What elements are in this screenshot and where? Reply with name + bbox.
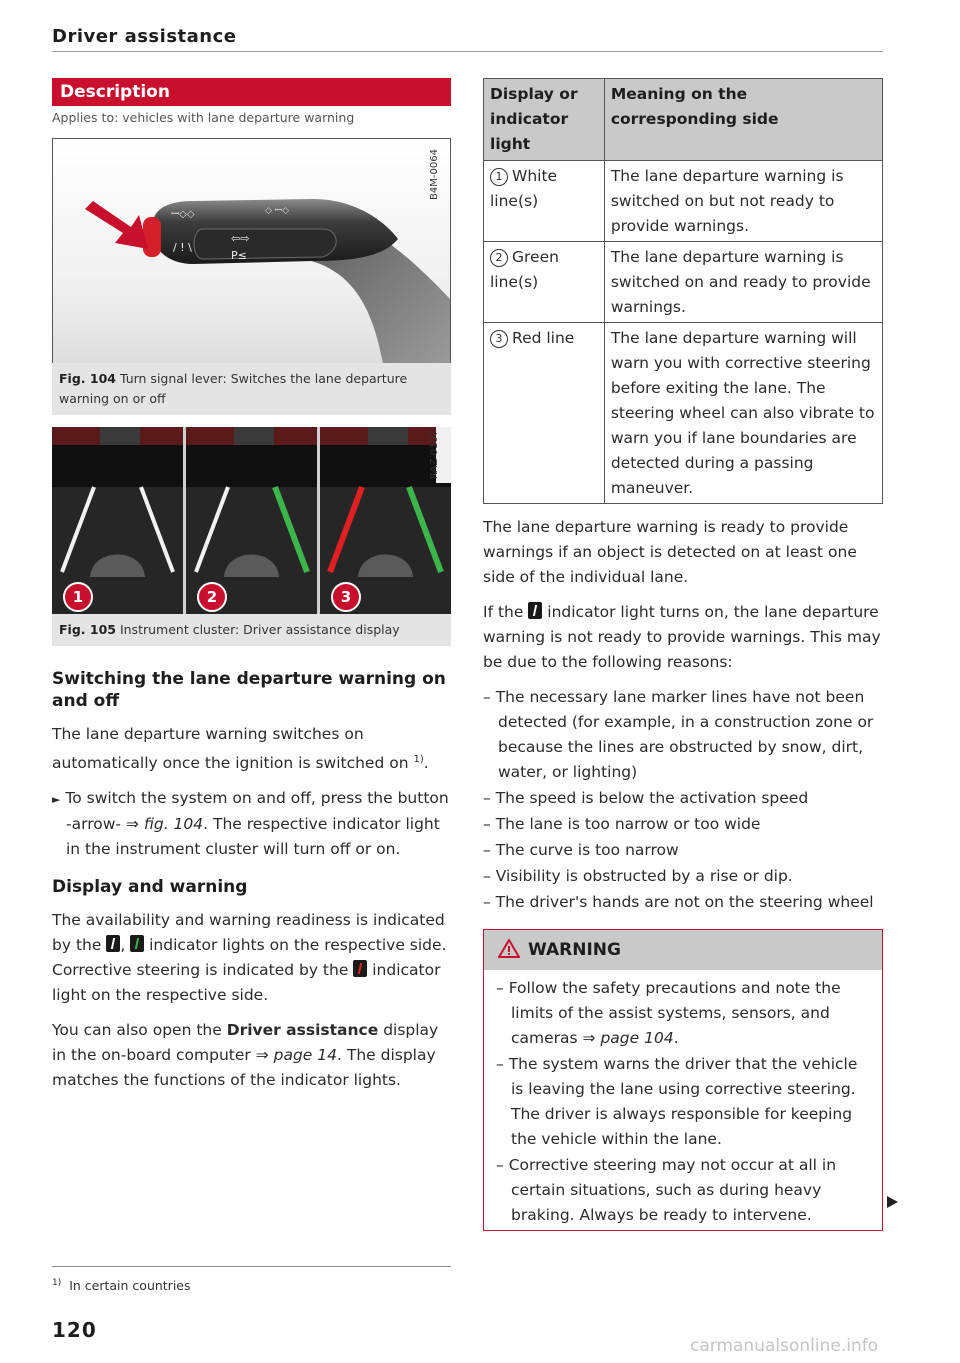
table-cell-light: 1 White line(s) [484,161,605,242]
lever-button-panel [194,229,336,259]
reasons-list [483,685,883,915]
svg-text:⇦⇨: ⇦⇨ [231,232,250,245]
header-divider [52,51,883,52]
applies-to: Applies to: vehicles with lane departure warning [52,110,355,125]
table-row [484,323,883,504]
footnote-ref: 1) [413,754,424,765]
table-cell-meaning: The lane departure warning is switched on and ready to provide warnings. [604,242,882,323]
turn-signal-lever-image [52,138,451,363]
panel-2-number: 2 [206,588,218,606]
list-item: – The driver's hands are not on the steering wheel [483,893,874,911]
red-lane-indicator-icon [353,960,367,977]
warning-item: – Follow the safety precautions and note the limits of the assist systems, sensors, and cameras ⇒ page 104. [496,979,841,1047]
continue-arrow-icon [887,1196,898,1208]
paragraph-availability: The availability and warning readiness is indicated by the , indicator lights on the respective side. Corrective steering is indicated by the indicator light on the respective side. [52,911,447,1005]
warning-box [483,929,883,1231]
paragraph-not-ready: If the indicator light turns on, the lane departure warning is not ready to provide warnings. This may be due to the following reasons: [483,603,881,671]
panel-1 [52,427,183,614]
svg-text:ꟷ◇◇: ꟷ◇◇ [171,209,195,220]
figure-105 [52,427,451,646]
figure-104-caption [52,363,451,415]
table-cell-meaning: The lane departure warning will warn you with corrective steering before exiting the lane. The steering wheel can also vibrate to warn you if lane boundaries are detected during a passing maneuver. [604,323,882,504]
number-circle: 3 [490,330,508,348]
figure-code: B4M-0064 [428,149,440,200]
paragraph-auto-on: The lane departure warning switches on automatically once the ignition is switched on $^{1)}$. [52,725,429,773]
panel-3-number: 3 [340,588,352,606]
page-14-link[interactable]: ⇒ page 14 [255,1046,337,1065]
figure-caption-text: Instrument cluster: Driver assistance display [119,622,400,637]
watermark: carmanualsonline.info [690,1336,879,1356]
footnote-mark: 1) [52,1278,62,1288]
green-lane-indicator-icon [130,935,144,952]
table-header-display: Display or indicator light [484,79,605,161]
instrument-cluster-image [52,427,451,614]
table-row [484,242,883,323]
table-cell-light: 2 Green line(s) [484,242,605,323]
warning-title: WARNING [528,940,621,960]
list-item: – The lane is too narrow or too wide [483,815,761,833]
paragraph-ready: The lane departure warning is ready to provide warnings if an object is detected on at least one side of the individual lane. [483,518,857,586]
footnote: $^{1)}$ In certain countries [52,1278,191,1294]
svg-text:◇ ꟷ◇: ◇ ꟷ◇ [265,206,290,216]
list-item: – Visibility is obstructed by a rise or dip. [483,867,793,885]
number-circle: 2 [490,249,508,267]
page-104-link[interactable]: ⇒ page 104 [582,1029,674,1047]
section-title: Description [52,78,451,106]
table-cell-meaning: The lane departure warning is switched on but not ready to provide warnings. [604,161,882,242]
step-press-button: ► To switch the system on and off, press the button -arrow- ⇒ fig. 104. The respective indicator light in the instrument cluster will turn off or on. [52,789,449,859]
svg-text:P≤: P≤ [231,249,247,262]
white-lane-indicator-icon [528,602,542,619]
panel-1-number: 1 [72,588,84,606]
driver-assistance-term: Driver assistance [226,1021,379,1040]
list-item: – The curve is too narrow [483,841,679,859]
figure-label: Fig. 104 [59,371,116,386]
list-item: – The speed is below the activation speed [483,789,809,807]
table-header-meaning: Meaning on the corresponding side [604,79,882,161]
warning-header [484,930,882,970]
number-circle: 1 [490,168,508,186]
table-header-row [484,79,883,161]
figure-104 [52,138,451,415]
heading-switching: Switching the lane departure warning on and off [52,669,446,711]
triangle-bullet-icon: ► [52,793,61,807]
figure-105-caption [52,614,451,646]
footnote-divider [52,1266,451,1267]
panel-2 [186,427,317,614]
warning-triangle-icon [498,939,520,958]
indicator-meaning-table [483,78,883,504]
page-number: 120 [52,1318,97,1342]
table-row [484,161,883,242]
arrow-indicator [85,201,148,249]
heading-display-warning: Display and warning [52,877,248,898]
right-column [483,78,883,1231]
driver-assistance-display-illustration [52,427,451,614]
svg-text:/ ! \: / ! \ [173,241,192,254]
page-header-title: Driver assistance [52,26,237,47]
table-cell-light: 3 Red line [484,323,605,504]
warning-item: – Corrective steering may not occur at all in certain situations, such as during heavy braking. Always be ready to intervene. [496,1156,837,1224]
warning-body [484,970,882,1230]
list-item: – The necessary lane marker lines have not been detected (for example, in a construction zone or because the lines are obstructed by snow, dirt, water, or lighting) [483,688,874,781]
left-column [52,78,451,1093]
figure-code: RAZ-0107 [429,429,441,480]
warning-item: – The system warns the driver that the vehicle is leaving the lane using corrective steering. The driver is always responsible for keeping the vehicle within the lane. [496,1055,858,1148]
lever-red-button [143,217,161,257]
white-lane-indicator-icon [106,935,120,952]
figure-label: Fig. 105 [59,622,116,637]
fig-104-link[interactable]: ⇒ fig. 104 [125,815,204,834]
turn-signal-lever-illustration [53,139,450,363]
paragraph-driver-assistance-display: You can also open the Driver assistance display in the on-board computer ⇒ page 14. The display matches the functions of the indicator lights. [52,1021,439,1090]
figure-caption-text: Turn signal lever: Switches the lane departure warning on or off [59,371,408,406]
